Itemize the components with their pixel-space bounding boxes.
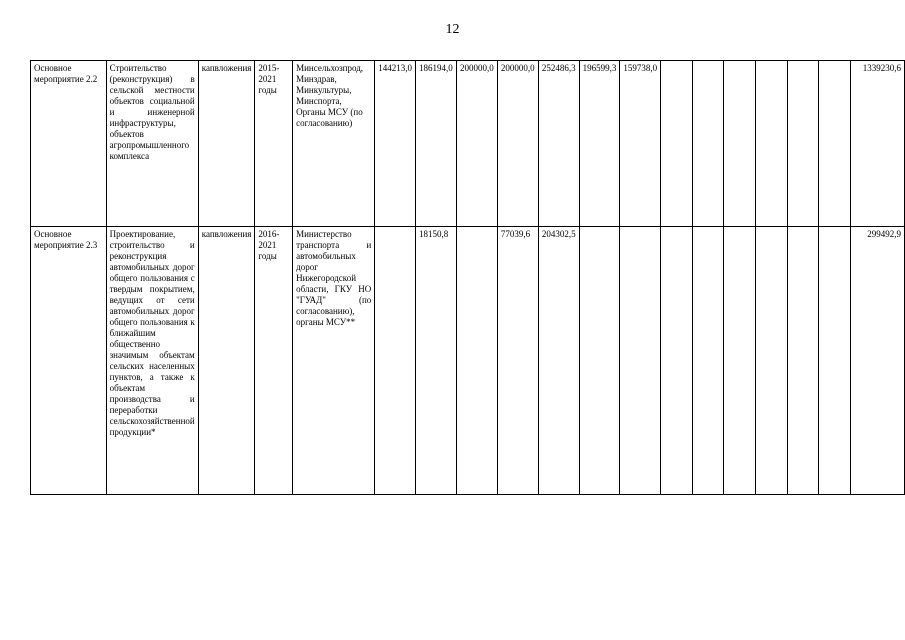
total-value: 1339230,6	[850, 61, 904, 227]
value-cell: 196599,3	[579, 61, 620, 227]
page-number: 12	[445, 22, 460, 37]
value-cell	[755, 61, 787, 227]
table-row	[31, 61, 905, 227]
measure-description: Строительство (реконструкция) в сельской местности объектов социальной и инженерной инфраструктуры, объектов агропромышленного комплекса	[106, 61, 198, 227]
period: 2015-2021 годы	[255, 61, 293, 227]
value-cell	[724, 227, 756, 495]
value-cell	[661, 227, 693, 495]
value-cell	[787, 61, 819, 227]
value-cell: 252486,3	[538, 61, 579, 227]
executor: Министерство транспорта и автомобильных дорог Нижегородской области, ГКУ НО "ГУАД" (по согласованию), органы МСУ**	[293, 227, 375, 495]
value-cell: 204302,5	[538, 227, 579, 495]
value-cell	[787, 227, 819, 495]
measure-description: Проектирование, строительство и реконструкция автомобильных дорог общего пользования с твердым покрытием, ведущих от сети автомобильных дорог общего пользования к ближайшим общественно значимым объектам сельских населенных пунктов, а также к объектам производства и переработки сельскохозяйственной продукции*	[106, 227, 198, 495]
funding-type: капвложения	[198, 61, 255, 227]
value-cell	[579, 227, 620, 495]
period: 2016-2021 годы	[255, 227, 293, 495]
value-cell: 18150,8	[416, 227, 457, 495]
funding-type: капвложения	[198, 227, 255, 495]
executor: Минсельхозпрод, Минздрав, Минкультуры, Минспорта, Органы МСУ (по согласованию)	[293, 61, 375, 227]
value-cell	[620, 227, 661, 495]
value-cell	[375, 227, 416, 495]
value-cell	[724, 61, 756, 227]
total-value: 299492,9	[850, 227, 904, 495]
measure-name: Основное мероприятие 2.3	[31, 227, 107, 495]
table-row	[31, 227, 905, 495]
value-cell: 200000,0	[497, 61, 538, 227]
value-cell: 77039,6	[497, 227, 538, 495]
measure-name: Основное мероприятие 2.2	[31, 61, 107, 227]
value-cell: 159738,0	[620, 61, 661, 227]
value-cell	[692, 61, 724, 227]
value-cell	[755, 227, 787, 495]
value-cell: 144213,0	[375, 61, 416, 227]
value-cell: 186194,0	[416, 61, 457, 227]
value-cell	[819, 227, 851, 495]
value-cell	[819, 61, 851, 227]
value-cell	[661, 61, 693, 227]
program-table	[30, 60, 905, 495]
value-cell	[456, 227, 497, 495]
value-cell	[692, 227, 724, 495]
value-cell: 200000,0	[456, 61, 497, 227]
